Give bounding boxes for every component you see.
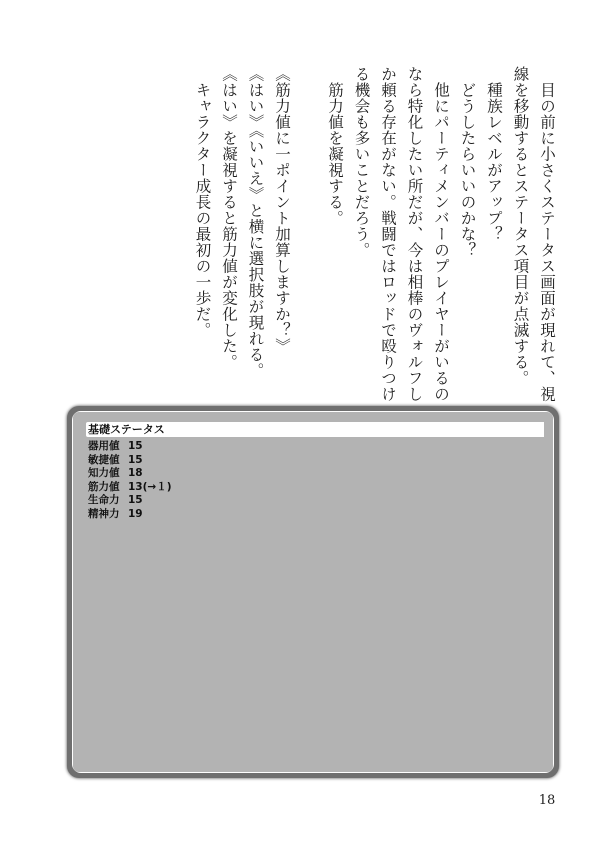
stat-row bbox=[88, 467, 172, 481]
status-window-title: 基礎ステータス bbox=[88, 423, 165, 436]
stat-value: 13(→１) bbox=[128, 480, 172, 493]
stat-row bbox=[88, 440, 172, 454]
stat-label: 生命力 bbox=[88, 494, 120, 507]
stat-list bbox=[88, 440, 172, 522]
stat-value: 19 bbox=[128, 507, 143, 520]
stat-label: 知力値 bbox=[88, 467, 120, 480]
stat-value: 15 bbox=[128, 494, 143, 507]
paragraph: どうしたらいいのかな？ bbox=[458, 81, 477, 258]
stat-row bbox=[88, 454, 172, 468]
paragraph: 種族レベルがアップ？ bbox=[485, 81, 503, 242]
stat-row bbox=[88, 494, 172, 508]
stat-label: 精神力 bbox=[88, 507, 120, 520]
paragraph: 筋力値を凝視する。 bbox=[326, 81, 344, 226]
paragraph: 《筋力値に一ポイント加算しますか？》 bbox=[273, 66, 291, 354]
page-number: 18 bbox=[538, 793, 556, 808]
body-text bbox=[160, 66, 560, 406]
stat-value: 18 bbox=[128, 467, 143, 480]
paragraph: 他にパーティメンバーのプレイヤーがいるのなら特化したい所だが、今は相棒のヴォルフしか頼る存在がない。戦闘ではロッドで殴りつける機会も多いことだろう。 bbox=[352, 66, 450, 402]
stat-label: 筋力値 bbox=[88, 480, 120, 493]
paragraph: 目の前に小さくステータス画面が現れて、視線を移動するとステータス項目が点滅する。 bbox=[511, 66, 556, 402]
stat-label: 敏捷値 bbox=[88, 453, 120, 466]
paragraph: 《はい》《いいえ》と横に選択肢が現れる。 bbox=[246, 66, 265, 379]
stat-row bbox=[88, 508, 172, 522]
stat-label: 器用値 bbox=[88, 440, 120, 452]
stat-value: 15 bbox=[128, 453, 143, 466]
paragraph: 《はい》を凝視すると筋力値が変化した。 bbox=[220, 66, 238, 370]
stat-row bbox=[88, 481, 172, 495]
stat-value: 15 bbox=[128, 440, 143, 452]
paragraph: キャラクター成長の最初の一歩だ。 bbox=[193, 81, 212, 338]
